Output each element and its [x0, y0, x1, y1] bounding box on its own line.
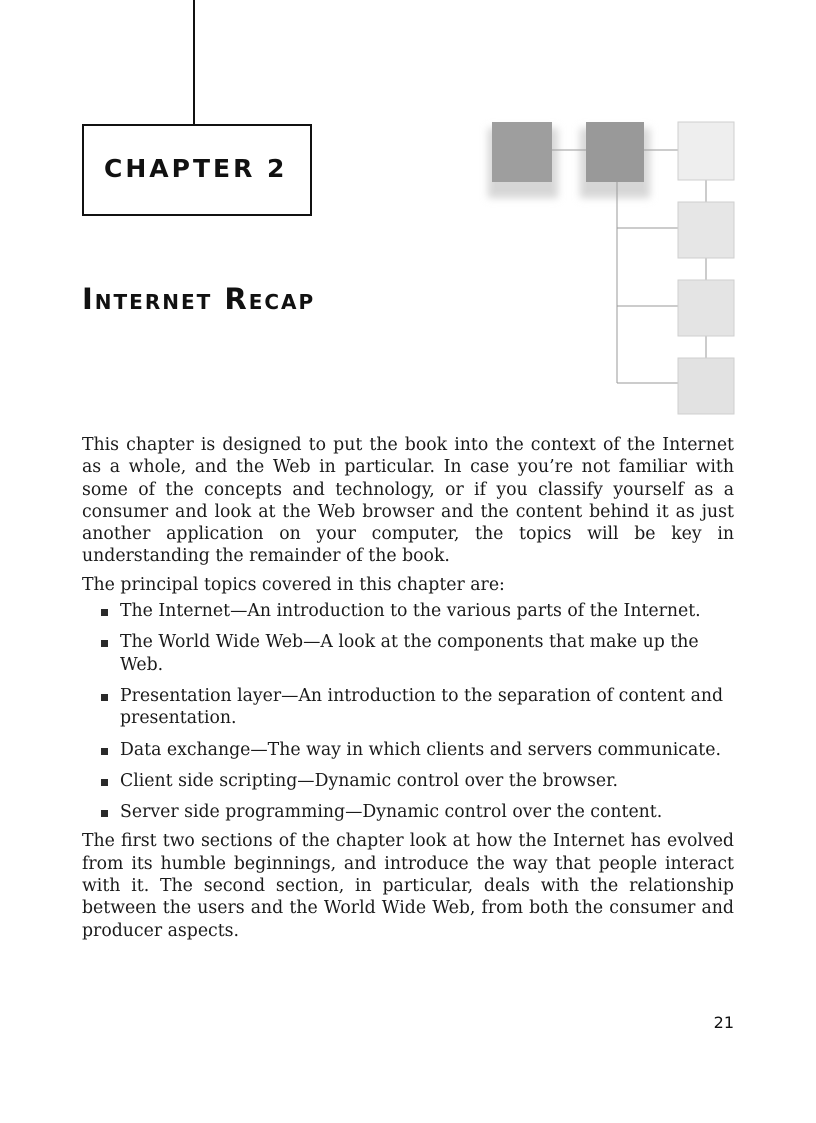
list-item — [82, 685, 734, 730]
chapter-tab-line — [193, 0, 195, 126]
page-number: 21 — [713, 1013, 734, 1032]
closing-paragraph: The first two sections of the chapter look at how the Internet has evolved from its humble beginnings, and introduce the way that people interact with it. The second section, in particular, deals with the relationship between the users and the World Wide Web, from both the consumer and producer aspects. — [82, 831, 734, 941]
bullet-icon — [101, 609, 108, 616]
topic-text: The World Wide Web—A look at the components that make up the Web. — [120, 632, 699, 675]
diagram-box — [678, 122, 734, 180]
topic-list — [82, 600, 734, 823]
decorative-box-diagram — [470, 110, 740, 430]
topics-intro: The principal topics covered in this chapter are: — [82, 574, 505, 595]
list-item — [82, 631, 734, 676]
topic-text: Client side scripting—Dynamic control over the browser. — [120, 770, 618, 791]
topic-text: The Internet—An introduction to the various parts of the Internet. — [120, 601, 701, 622]
chapter-label-box — [82, 124, 312, 216]
chapter-label: CHAPTER 2 — [104, 154, 288, 183]
list-item — [82, 600, 734, 622]
chapter-body — [82, 434, 734, 942]
bullet-icon — [101, 810, 108, 817]
diagram-box — [678, 280, 734, 336]
topic-text: Data exchange—The way in which clients and servers communicate. — [120, 739, 721, 760]
bullet-icon — [101, 748, 108, 755]
topic-text: Presentation layer—An introduction to the separation of content and presentation. — [120, 685, 724, 729]
topic-text: Server side programming—Dynamic control over the content. — [120, 802, 663, 823]
bullet-icon — [101, 640, 108, 647]
list-item — [82, 801, 734, 823]
list-item — [82, 770, 734, 792]
diagram-box — [678, 358, 734, 414]
intro-paragraph: This chapter is designed to put the book into the context of the Internet as a whole, and the Web in particular. In case you’re not familiar with some of the concepts and technology, or if you classify yourself as a consumer and look at the Web browser and the content behind it as just another application on your computer, the topics will be key in understanding the remainder of the book. — [82, 435, 734, 567]
chapter-title: Internet Recap — [82, 282, 316, 316]
diagram-box — [492, 122, 552, 182]
diagram-box — [678, 202, 734, 258]
diagram-box — [586, 122, 644, 182]
list-item — [82, 739, 734, 761]
bullet-icon — [101, 694, 108, 701]
bullet-icon — [101, 779, 108, 786]
